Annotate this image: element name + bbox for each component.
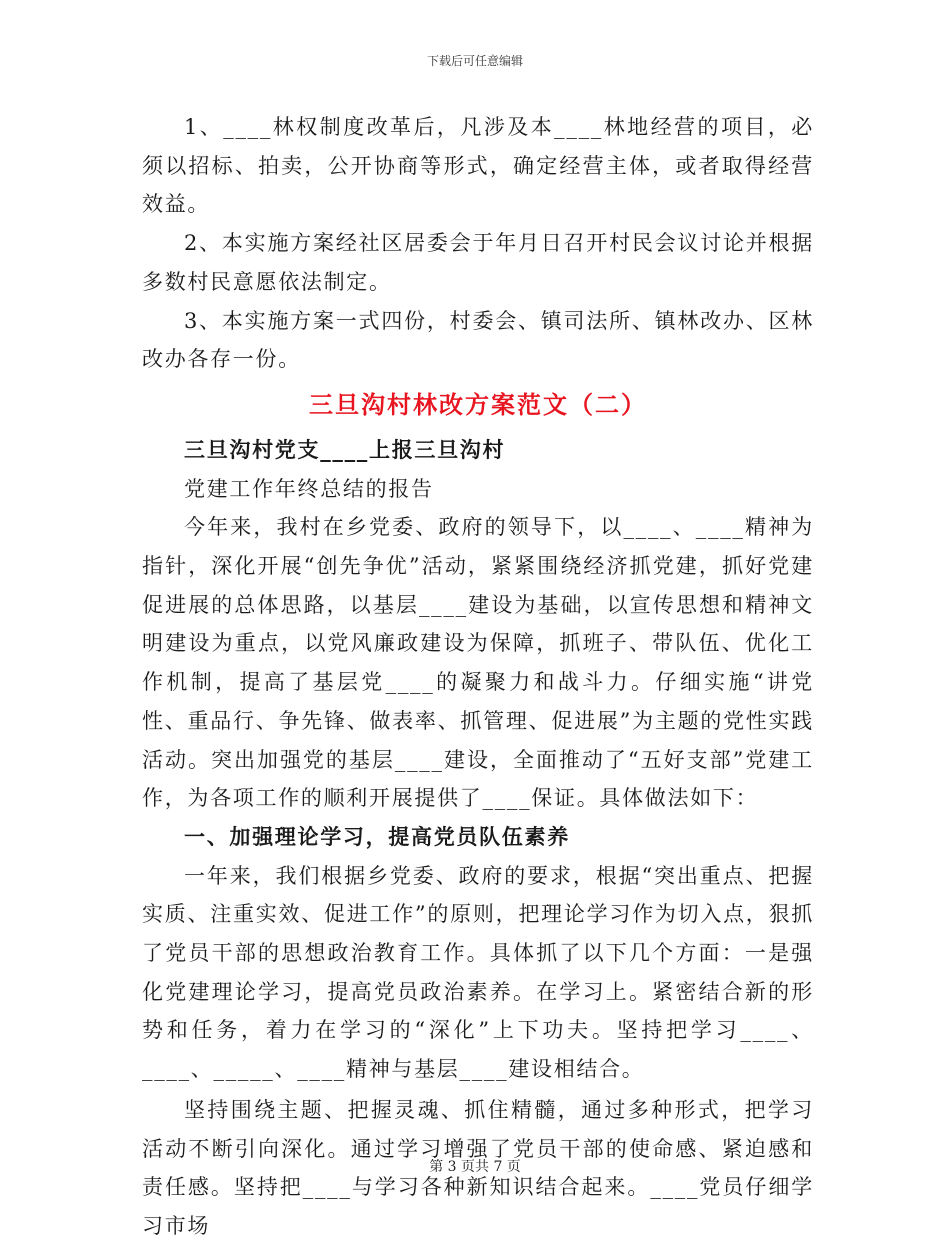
section-title: 三旦沟村林改方案范文（二）	[309, 390, 647, 419]
section-one-paragraph-1: 一年来，我们根据乡党委、政府的要求，根据“突出重点、把握实质、注重实效、促进工作”的原则，把理论学习作为切入点，狠抓了党员干部的思想政治教育工作。具体抓了以下几个方面：一是强化党建理论学习，提高党员政治素养。在学习上。紧密结合新的形势和任务，着力在学习的“深化”上下功夫。坚持把学习____、____、_____、____精神与基层____建设相结合。	[142, 863, 814, 1082]
numbered-item-2: 2、本实施方案经社区居委会于年月日召开村民会议讨论并根据多数村民意愿依法制定。	[142, 231, 814, 294]
section-one-paragraph-2: 坚持围绕主题、把握灵魂、抓住精髓，通过多种形式，把学习活动不断引向深化。通过学习增强了党员干部的使命感、紧迫感和责任感。坚持把____与学习各种新知识结合起来。____党员仔细学习市场	[142, 1097, 814, 1238]
numbered-item-1: 1、____林权制度改革后，凡涉及本____林地经营的项目，必须以招标、拍卖，公开协商等形式，确定经营主体，或者取得经营效益。	[142, 115, 814, 217]
document-body	[142, 108, 814, 1246]
report-subheading: 党建工作年终总结的报告	[184, 476, 434, 501]
intro-paragraph: 今年来，我村在乡党委、政府的领导下，以____、____精神为指针，深化开展“创先争优”活动，紧紧围绕经济抓党建，抓好党建促进展的总体思路，以基层____建设为基础，以宣传思想和精神文明建设为重点，以党风廉政建设为保障，抓班子、带队伍、优化工作机制，提高了基层党____的凝聚力和战斗力。仔细实施“讲党性、重品行、争先锋、做表率、抓管理、促进展”为主题的党性实践活动。突出加强党的基层____建设，全面推动了“五好支部”党建工作，为各项工作的顺利开展提供了____保证。具体做法如下：	[142, 515, 814, 811]
page-footer: 第 3 页共 7 页	[429, 1159, 521, 1175]
numbered-item-3: 3、本实施方案一式四份，村委会、镇司法所、镇林改办、区林改办各存一份。	[142, 308, 814, 372]
report-heading: 三旦沟村党支____上报三旦沟村	[184, 437, 506, 462]
section-one-heading: 一、加强理论学习，提高党员队伍素养	[184, 824, 570, 849]
page-header: 下载后可任意编辑	[426, 54, 523, 68]
